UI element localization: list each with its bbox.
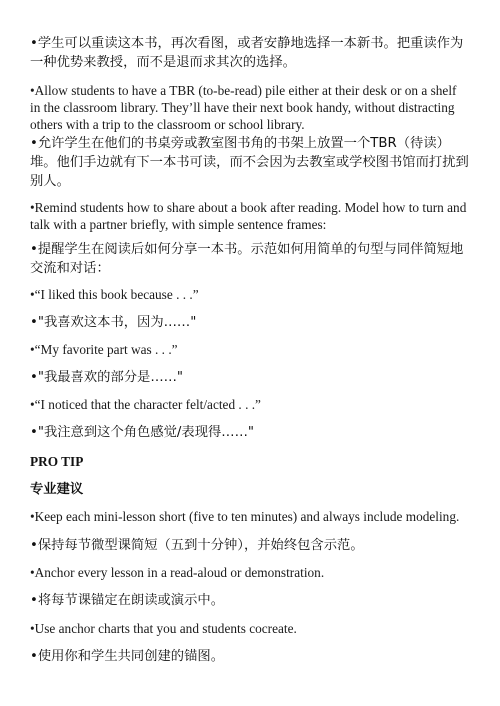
pro-tip-anchor-charts-zh: •使用你和学生共同创建的锚图。 [30, 649, 224, 664]
pro-tip-short-lessons-en: •Keep each mini-lesson short (five to ten minutes) and always include modeling. [30, 509, 460, 524]
sentence-frame-favorite-en: •“My favorite part was . . .” [30, 342, 178, 357]
paragraph-tbr-pile-zh: •允许学生在他们的书桌旁或教室图书角的书架上放置一个TBR（待读）堆。他们手边就有下一本书可读，而不会因为去教室或学校图书馆而打扰到别人。 [30, 136, 469, 189]
sentence-frame-noticed-zh: •"我注意到这个角色感觉/表现得……" [30, 425, 255, 440]
sentence-frame-liked-zh: •"我喜欢这本书，因为……" [30, 315, 197, 330]
pro-tip-anchor-lesson-en: •Anchor every lesson in a read-aloud or demonstration. [30, 565, 325, 580]
pro-tip-anchor-charts-en: •Use anchor charts that you and students cocreate. [30, 621, 297, 636]
pro-tip-anchor-lesson-zh: •将每节课锚定在朗读或演示中。 [30, 593, 224, 608]
sentence-frame-favorite-zh: •"我最喜欢的部分是……" [30, 370, 184, 385]
pro-tip-heading-en: PRO TIP [30, 454, 84, 469]
paragraph-reread-zh: •学生可以重读这本书，再次看图，或者安静地选择一本新书。把重读作为一种优势来教授，而不是退而求其次的选择。 [30, 36, 464, 70]
paragraph-tbr-pile-en: •Allow students to have a TBR (to-be-read) pile either at their desk or on a shelf in the classroom library. They’ll have their next book handy, without distracting others with a trip to the classroom or school library. [30, 83, 457, 132]
paragraph-share-book-en: •Remind students how to share about a book after reading. Model how to turn and talk with a partner briefly, with simple sentence frames: [30, 200, 467, 232]
sentence-frame-noticed-en: •“I noticed that the character felt/acted . . .” [30, 397, 261, 412]
pro-tip-heading-zh: 专业建议 [30, 482, 84, 497]
paragraph-share-book-zh: •提醒学生在阅读后如何分享一本书。示范如何用简单的句型与同伴简短地交流和对话： [30, 242, 464, 276]
pro-tip-short-lessons-zh: •保持每节微型课简短（五到十分钟），并始终包含示范。 [30, 538, 364, 553]
sentence-frame-liked-en: •“I liked this book because . . .” [30, 287, 199, 302]
